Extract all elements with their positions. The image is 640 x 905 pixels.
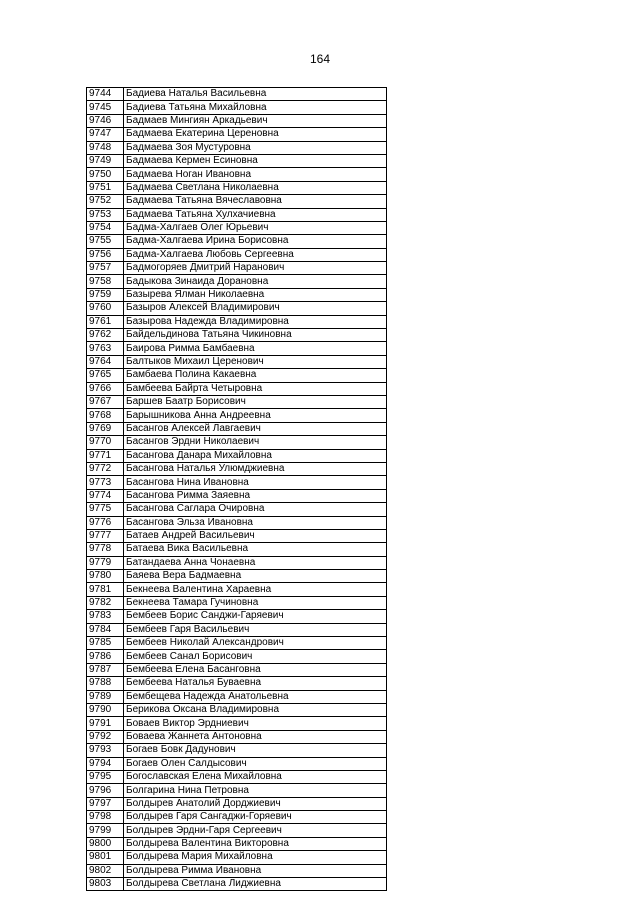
person-name: Боваева Жаннета Антоновна bbox=[124, 730, 387, 743]
person-name: Баршев Баатр Борисович bbox=[124, 395, 387, 408]
row-number: 9758 bbox=[87, 275, 124, 288]
table-row bbox=[87, 422, 387, 435]
table-row bbox=[87, 811, 387, 824]
person-name: Бадыкова Зинаида Дорановна bbox=[124, 275, 387, 288]
person-name: Бадмаева Екатерина Цереновна bbox=[124, 128, 387, 141]
person-name: Бембеева Елена Басанговна bbox=[124, 663, 387, 676]
person-name: Бадмаева Светлана Николаевна bbox=[124, 181, 387, 194]
row-number: 9754 bbox=[87, 221, 124, 234]
roster-table bbox=[86, 87, 387, 891]
row-number: 9760 bbox=[87, 302, 124, 315]
row-number: 9795 bbox=[87, 770, 124, 783]
row-number: 9790 bbox=[87, 703, 124, 716]
person-name: Басангова Эльза Ивановна bbox=[124, 516, 387, 529]
table-row bbox=[87, 262, 387, 275]
table-row bbox=[87, 797, 387, 810]
person-name: Болдырев Эрдни-Гаря Сергеевич bbox=[124, 824, 387, 837]
person-name: Болдырев Гаря Сангаджи-Горяевич bbox=[124, 811, 387, 824]
row-number: 9776 bbox=[87, 516, 124, 529]
person-name: Басангова Римма Заяевна bbox=[124, 489, 387, 502]
table-row bbox=[87, 369, 387, 382]
person-name: Бадма-Халгаева Любовь Сергеевна bbox=[124, 248, 387, 261]
table-row bbox=[87, 141, 387, 154]
row-number: 9762 bbox=[87, 329, 124, 342]
table-row bbox=[87, 88, 387, 101]
person-name: Батандаева Анна Чонаевна bbox=[124, 556, 387, 569]
row-number: 9792 bbox=[87, 730, 124, 743]
person-name: Батаев Андрей Васильевич bbox=[124, 529, 387, 542]
person-name: Барышникова Анна Андреевна bbox=[124, 409, 387, 422]
table-row bbox=[87, 677, 387, 690]
table-row bbox=[87, 154, 387, 167]
person-name: Бадмаева Зоя Мустуровна bbox=[124, 141, 387, 154]
person-name: Бембеева Наталья Буваевна bbox=[124, 677, 387, 690]
person-name: Басангова Нина Ивановна bbox=[124, 476, 387, 489]
row-number: 9800 bbox=[87, 837, 124, 850]
table-row bbox=[87, 181, 387, 194]
row-number: 9761 bbox=[87, 315, 124, 328]
person-name: Басангов Алексей Лавгаевич bbox=[124, 422, 387, 435]
person-name: Богославская Елена Михайловна bbox=[124, 770, 387, 783]
table-row bbox=[87, 784, 387, 797]
row-number: 9779 bbox=[87, 556, 124, 569]
person-name: Байдельдинова Татьяна Чикиновна bbox=[124, 329, 387, 342]
table-row bbox=[87, 208, 387, 221]
person-name: Бадмаева Кермен Есиновна bbox=[124, 154, 387, 167]
row-number: 9750 bbox=[87, 168, 124, 181]
table-row bbox=[87, 837, 387, 850]
row-number: 9773 bbox=[87, 476, 124, 489]
person-name: Бекнеева Тамара Гучиновна bbox=[124, 596, 387, 609]
table-row bbox=[87, 610, 387, 623]
table-row bbox=[87, 462, 387, 475]
row-number: 9796 bbox=[87, 784, 124, 797]
table-row bbox=[87, 489, 387, 502]
row-number: 9797 bbox=[87, 797, 124, 810]
row-number: 9783 bbox=[87, 610, 124, 623]
row-number: 9780 bbox=[87, 570, 124, 583]
person-name: Богаев Олен Салдысович bbox=[124, 757, 387, 770]
row-number: 9801 bbox=[87, 851, 124, 864]
table-row bbox=[87, 168, 387, 181]
row-number: 9748 bbox=[87, 141, 124, 154]
person-name: Бадма-Халгаева Ирина Борисовна bbox=[124, 235, 387, 248]
table-row bbox=[87, 730, 387, 743]
table-row bbox=[87, 864, 387, 877]
row-number: 9745 bbox=[87, 101, 124, 114]
table-row bbox=[87, 690, 387, 703]
row-number: 9793 bbox=[87, 744, 124, 757]
row-number: 9777 bbox=[87, 529, 124, 542]
person-name: Басангова Наталья Улюмджиевна bbox=[124, 462, 387, 475]
row-number: 9757 bbox=[87, 262, 124, 275]
row-number: 9798 bbox=[87, 811, 124, 824]
person-name: Бадмогоряев Дмитрий Наранович bbox=[124, 262, 387, 275]
table-row bbox=[87, 703, 387, 716]
row-number: 9770 bbox=[87, 436, 124, 449]
row-number: 9789 bbox=[87, 690, 124, 703]
person-name: Бамбеева Байрта Четыровна bbox=[124, 382, 387, 395]
row-number: 9755 bbox=[87, 235, 124, 248]
table-row bbox=[87, 623, 387, 636]
table-row bbox=[87, 570, 387, 583]
row-number: 9774 bbox=[87, 489, 124, 502]
row-number: 9751 bbox=[87, 181, 124, 194]
table-row bbox=[87, 302, 387, 315]
table-row bbox=[87, 650, 387, 663]
table-row bbox=[87, 449, 387, 462]
row-number: 9749 bbox=[87, 154, 124, 167]
row-number: 9771 bbox=[87, 449, 124, 462]
row-number: 9767 bbox=[87, 395, 124, 408]
table-row bbox=[87, 824, 387, 837]
table-row bbox=[87, 342, 387, 355]
row-number: 9787 bbox=[87, 663, 124, 676]
table-row bbox=[87, 101, 387, 114]
person-name: Бембещева Надежда Анатольевна bbox=[124, 690, 387, 703]
table-row bbox=[87, 583, 387, 596]
table-row bbox=[87, 556, 387, 569]
row-number: 9782 bbox=[87, 596, 124, 609]
person-name: Базыров Алексей Владимирович bbox=[124, 302, 387, 315]
person-name: Болдырева Светлана Лиджиевна bbox=[124, 878, 387, 891]
person-name: Бадиева Татьяна Михайловна bbox=[124, 101, 387, 114]
row-number: 9746 bbox=[87, 114, 124, 127]
table-row bbox=[87, 128, 387, 141]
row-number: 9744 bbox=[87, 88, 124, 101]
person-name: Болдырева Валентина Викторовна bbox=[124, 837, 387, 850]
table-row bbox=[87, 529, 387, 542]
row-number: 9759 bbox=[87, 288, 124, 301]
person-name: Баяева Вера Бадмаевна bbox=[124, 570, 387, 583]
person-name: Базырева Ялман Николаевна bbox=[124, 288, 387, 301]
person-name: Батаева Вика Васильевна bbox=[124, 543, 387, 556]
person-name: Бембеев Николай Александрович bbox=[124, 637, 387, 650]
row-number: 9786 bbox=[87, 650, 124, 663]
person-name: Бембеев Борис Санджи-Гаряевич bbox=[124, 610, 387, 623]
table-row bbox=[87, 770, 387, 783]
row-number: 9775 bbox=[87, 503, 124, 516]
row-number: 9765 bbox=[87, 369, 124, 382]
table-row bbox=[87, 476, 387, 489]
row-number: 9756 bbox=[87, 248, 124, 261]
person-name: Бадмаева Ноган Ивановна bbox=[124, 168, 387, 181]
row-number: 9766 bbox=[87, 382, 124, 395]
row-number: 9752 bbox=[87, 195, 124, 208]
table-row bbox=[87, 395, 387, 408]
table-row bbox=[87, 329, 387, 342]
table-row bbox=[87, 717, 387, 730]
person-name: Басангова Саглара Очировна bbox=[124, 503, 387, 516]
table-row bbox=[87, 663, 387, 676]
table-row bbox=[87, 436, 387, 449]
person-name: Болдырев Анатолий Дорджиевич bbox=[124, 797, 387, 810]
row-number: 9785 bbox=[87, 637, 124, 650]
table-row bbox=[87, 757, 387, 770]
table-row bbox=[87, 235, 387, 248]
row-number: 9747 bbox=[87, 128, 124, 141]
row-number: 9772 bbox=[87, 462, 124, 475]
row-number: 9802 bbox=[87, 864, 124, 877]
table-row bbox=[87, 637, 387, 650]
table-row bbox=[87, 275, 387, 288]
table-row bbox=[87, 114, 387, 127]
table-row bbox=[87, 516, 387, 529]
row-number: 9753 bbox=[87, 208, 124, 221]
row-number: 9803 bbox=[87, 878, 124, 891]
table-row bbox=[87, 543, 387, 556]
table-row bbox=[87, 596, 387, 609]
person-name: Боваев Виктор Эрдниевич bbox=[124, 717, 387, 730]
row-number: 9799 bbox=[87, 824, 124, 837]
person-name: Бадма-Халгаев Олег Юрьевич bbox=[124, 221, 387, 234]
person-name: Бекнеева Валентина Хараевна bbox=[124, 583, 387, 596]
page-number: 164 bbox=[309, 52, 331, 66]
row-number: 9764 bbox=[87, 355, 124, 368]
table-row bbox=[87, 744, 387, 757]
table-row bbox=[87, 851, 387, 864]
table-row bbox=[87, 248, 387, 261]
row-number: 9781 bbox=[87, 583, 124, 596]
row-number: 9794 bbox=[87, 757, 124, 770]
person-name: Басангова Данара Михайловна bbox=[124, 449, 387, 462]
table-row bbox=[87, 288, 387, 301]
person-name: Болдырева Римма Ивановна bbox=[124, 864, 387, 877]
person-name: Бамбаева Полина Какаевна bbox=[124, 369, 387, 382]
person-name: Бадмаев Мингиян Аркадьевич bbox=[124, 114, 387, 127]
table-row bbox=[87, 355, 387, 368]
person-name: Болгарина Нина Петровна bbox=[124, 784, 387, 797]
row-number: 9778 bbox=[87, 543, 124, 556]
roster-table-body bbox=[87, 88, 387, 891]
person-name: Берикова Оксана Владимировна bbox=[124, 703, 387, 716]
table-row bbox=[87, 382, 387, 395]
table-row bbox=[87, 409, 387, 422]
table-row bbox=[87, 878, 387, 891]
person-name: Базырова Надежда Владимировна bbox=[124, 315, 387, 328]
person-name: Богаев Бовк Дадунович bbox=[124, 744, 387, 757]
person-name: Бембеев Санал Борисович bbox=[124, 650, 387, 663]
person-name: Бадмаева Татьяна Вячеславовна bbox=[124, 195, 387, 208]
person-name: Бадмаева Татьяна Хулхачиевна bbox=[124, 208, 387, 221]
table-row bbox=[87, 315, 387, 328]
row-number: 9784 bbox=[87, 623, 124, 636]
table-row bbox=[87, 221, 387, 234]
person-name: Болдырева Мария Михайловна bbox=[124, 851, 387, 864]
row-number: 9763 bbox=[87, 342, 124, 355]
person-name: Баирова Римма Бамбаевна bbox=[124, 342, 387, 355]
row-number: 9791 bbox=[87, 717, 124, 730]
table-row bbox=[87, 503, 387, 516]
person-name: Балтыков Михаил Церенович bbox=[124, 355, 387, 368]
table-row bbox=[87, 195, 387, 208]
row-number: 9768 bbox=[87, 409, 124, 422]
person-name: Басангов Эрдни Николаевич bbox=[124, 436, 387, 449]
person-name: Бадиева Наталья Васильевна bbox=[124, 88, 387, 101]
row-number: 9788 bbox=[87, 677, 124, 690]
person-name: Бембеев Гаря Васильевич bbox=[124, 623, 387, 636]
row-number: 9769 bbox=[87, 422, 124, 435]
